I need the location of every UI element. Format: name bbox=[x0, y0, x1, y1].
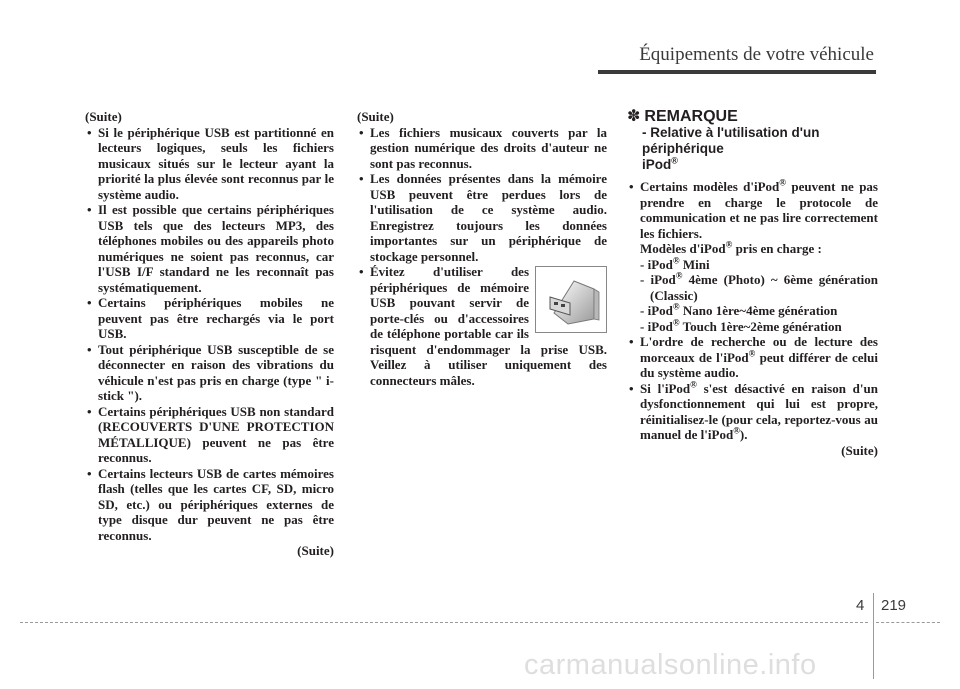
suite-label-end: (Suite) bbox=[297, 543, 334, 558]
list-item: • Les fichiers musicaux couverts par la gestion numérique des droits d'auteur ne sont pas reconnus. bbox=[357, 125, 607, 172]
model-item: - iPod® Mini bbox=[640, 255, 710, 272]
list-item: • Si l'iPod® s'est désactivé en raison d'un dysfonctionnement qui lui est propre, réinitialisez-le (pour cela, reportez-vous au manuel de l'iPod®). bbox=[627, 381, 878, 443]
column-middle bbox=[357, 109, 607, 388]
list-item: • Les données présentes dans la mémoire USB peuvent être perdues lors de l'utilisation de ce système audio. Enregistrez toujours les données importantes sur un périphérique de stockage personnel. bbox=[357, 171, 607, 264]
supported-models-intro: Modèles d'iPod® pris en charge : bbox=[640, 239, 822, 256]
note-symbol-icon: ✽ bbox=[627, 108, 641, 125]
list-item: • L'ordre de recherche ou de lecture des morceaux de l'iPod® peut différer de celui du système audio. bbox=[627, 334, 878, 381]
note-heading bbox=[627, 109, 878, 173]
chapter-number: 4 bbox=[856, 597, 865, 614]
usb-stick-image bbox=[535, 266, 607, 333]
item-text: Évitez d'utiliser des périphériques de mémoire USB pouvant servir de porte-clés ou d'accessoires de téléphone portable car ils risquent d'endommager la prise USB. Veillez à utiliser uniquement des connecteurs mâles. bbox=[370, 264, 607, 388]
list-item: • Tout périphérique USB susceptible de se déconnecter en raison des vibrations du véhicule n'est pas pris en charge (type " i-stick "). bbox=[85, 342, 334, 404]
column-right bbox=[627, 109, 878, 458]
note-label: REMARQUE bbox=[644, 108, 738, 125]
note-subtitle: - Relative à l'utilisation d'un périphérique iPod® bbox=[642, 125, 820, 172]
supported-models-list bbox=[640, 257, 878, 335]
list-item: • Certains périphériques mobiles ne peuvent pas être rechargés via le port USB. bbox=[85, 295, 334, 342]
suite-label-end: (Suite) bbox=[841, 442, 878, 458]
footer-rule bbox=[20, 622, 868, 624]
model-item: - iPod® Touch 1ère~2ème génération bbox=[640, 317, 842, 334]
page-header-title: Équipements de votre véhicule bbox=[639, 44, 874, 65]
watermark-text: carmanualsonline.info bbox=[524, 649, 817, 681]
suite-label-top: (Suite) bbox=[357, 109, 394, 124]
usb-notes-list bbox=[85, 125, 334, 544]
model-item: - iPod® Nano 1ère~4ème génération bbox=[640, 301, 838, 318]
header-rule bbox=[598, 70, 876, 74]
model-item: - iPod® 4ème (Photo) ~ 6ème génération (Classic) bbox=[640, 270, 878, 303]
list-item-with-image bbox=[357, 264, 607, 388]
list-item: • Si le périphérique USB est partitionné en lecteurs logiques, seuls les fichiers musicaux situés sur le lecteur ayant la priorité la plus élevée sont reconnus par le système audio. bbox=[85, 125, 334, 203]
footer-rule bbox=[876, 622, 940, 624]
list-item: • Certains périphériques USB non standard (RECOUVERTS D'UNE PROTECTION MÉTALLIQUE) peuvent ne pas être reconnus. bbox=[85, 404, 334, 466]
column-left bbox=[85, 109, 334, 559]
usb-notes-list bbox=[357, 125, 607, 389]
list-item: • Il est possible que certains périphériques USB tels que des lecteurs MP3, des téléphones mobiles ou des appareils photo numériques ne soient pas reconnus, car l'USB I/F standard ne les reconnaît pas systématiquement. bbox=[85, 202, 334, 295]
list-item: • Certains lecteurs USB de cartes mémoires flash (telles que les cartes CF, SD, micro SD, etc.) ou périphériques externes de type disque dur peuvent ne pas être reconnus. bbox=[85, 466, 334, 544]
suite-label-top: (Suite) bbox=[85, 109, 122, 124]
footer-separator bbox=[873, 593, 874, 679]
list-item: • Certains modèles d'iPod® peuvent ne pas prendre en charge le protocole de communication et ne pas lire correctement les fichiers. Modèles d'iPod® pris en charge : - iPod® Mini - iPod® 4ème (Photo) ~ 6ème génération (Classic) - iPod® Nano 1ère~4ème génération - iPod® Touch 1ère~2ème génération bbox=[627, 179, 878, 334]
page-number: 219 bbox=[881, 597, 907, 614]
ipod-notes-list bbox=[627, 179, 878, 443]
